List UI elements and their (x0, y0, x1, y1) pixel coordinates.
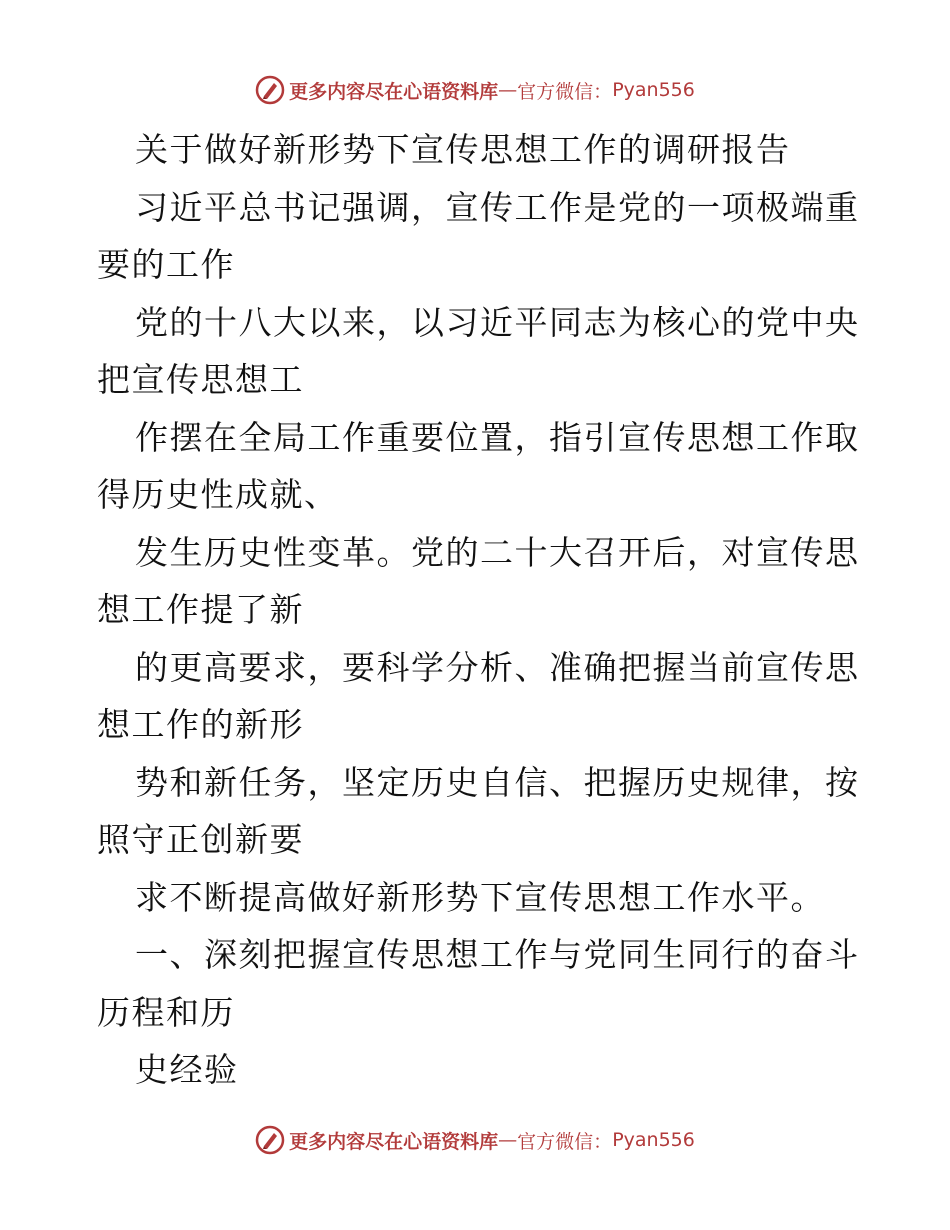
document-body (97, 121, 860, 1099)
header-dash: — (498, 79, 518, 101)
text-line: 发生历史性变革。党的二十大召开后，对宣传思 (135, 532, 860, 572)
pen-logo-icon (255, 1125, 285, 1155)
text-line: 得历史性成就、 (97, 475, 339, 514)
header-wechat-id: Pyan556 (612, 79, 695, 101)
footer-wechat-label: 官方微信： (517, 1130, 613, 1153)
footer-dash: — (498, 1129, 518, 1151)
text-line: 关于做好新形势下宣传思想工作的调研报告 (135, 130, 791, 169)
text-line: 势和新任务，坚定历史自信、把握历史规律，按 (135, 762, 860, 802)
text-line: 习近平总书记强调，宣传工作是党的一项极端重 (135, 187, 860, 227)
text-line: 党的十八大以来，以习近平同志为核心的党中央 (135, 302, 860, 342)
footer-banner (0, 1120, 950, 1160)
text-line: 历程和历 (97, 992, 235, 1032)
text-line: 史经验 (135, 1050, 239, 1089)
text-line: 的更高要求，要科学分析、准确把握当前宣传思 (135, 647, 860, 687)
text-line: 作摆在全局工作重要位置，指引宣传思想工作取 (135, 417, 860, 457)
header-wechat-label: 官方微信： (517, 80, 613, 103)
text-line: 想工作提了新 (97, 590, 304, 629)
text-line: 一、深刻把握宣传思想工作与党同生同行的奋斗 (135, 935, 860, 974)
header-brand-text: 更多内容尽在心语资料库 (289, 80, 499, 103)
footer-brand-text: 更多内容尽在心语资料库 (289, 1130, 499, 1153)
text-line: 要的工作 (97, 245, 235, 284)
text-line: 想工作的新形 (97, 705, 304, 744)
text-line: 把宣传思想工 (97, 360, 304, 399)
header-banner (0, 70, 950, 110)
text-line: 求不断提高做好新形势下宣传思想工作水平。 (135, 877, 825, 917)
footer-wechat-id: Pyan556 (612, 1129, 695, 1151)
pen-logo-icon (255, 75, 285, 105)
text-line: 照守正创新要 (97, 820, 304, 859)
